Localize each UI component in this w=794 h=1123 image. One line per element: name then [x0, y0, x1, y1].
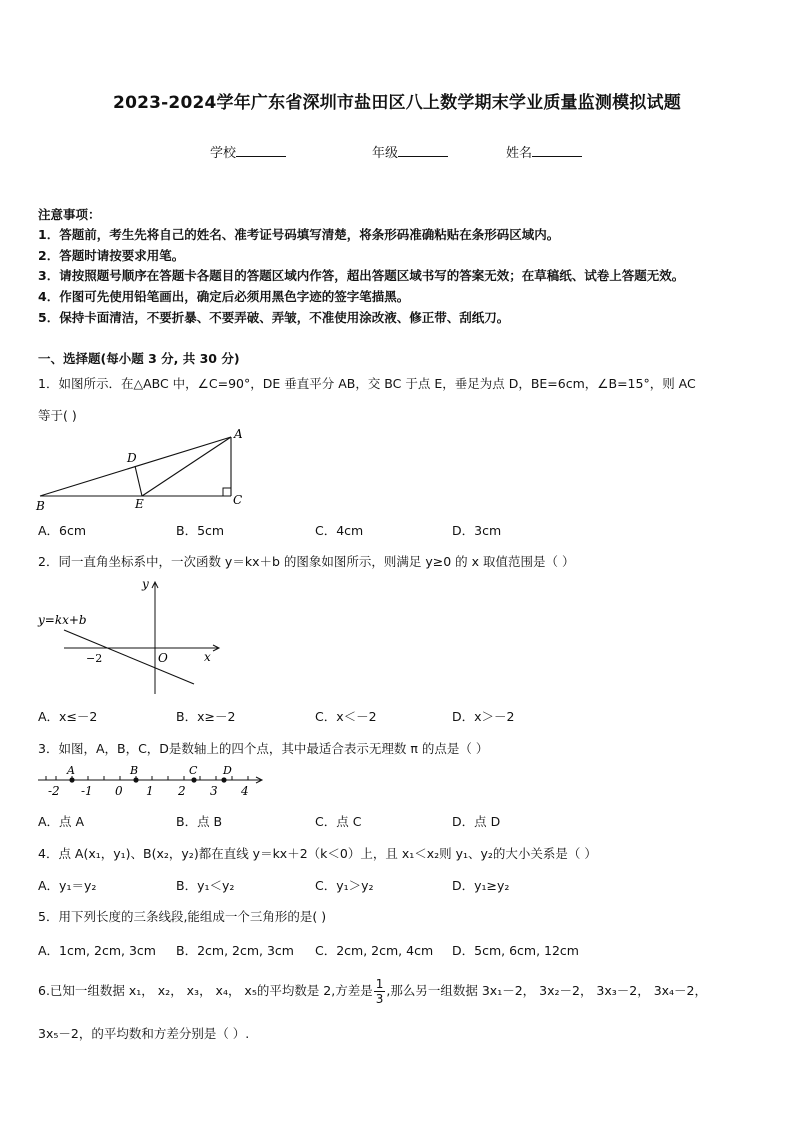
- q3-option-c[interactable]: C．点 C: [315, 814, 362, 829]
- x-intercept-label: −2: [86, 652, 103, 665]
- school-blank[interactable]: [236, 144, 286, 157]
- q5-option-d[interactable]: D．5cm, 6cm, 12cm: [452, 943, 579, 958]
- q2-option-c[interactable]: C．x＜－2: [315, 709, 377, 724]
- axis-y-label: y: [142, 577, 149, 591]
- q4-option-a[interactable]: A．y₁＝y₂: [38, 878, 97, 893]
- q4-option-d[interactable]: D．y₁≥y₂: [452, 878, 510, 893]
- line-label: y=kx+b: [38, 613, 87, 627]
- tick-label: 2: [178, 784, 186, 798]
- q3-option-b[interactable]: B．点 B: [176, 814, 223, 829]
- exam-title: 2023-2024学年广东省深圳市盐田区八上数学期末学业质量监测模拟试题: [113, 93, 681, 113]
- q1-stem-cont: 等于( ): [38, 408, 77, 423]
- q6-stem: [38, 976, 707, 1006]
- q3-number-line-figure: [34, 760, 266, 800]
- name-label: 姓名: [506, 146, 533, 161]
- q6-stem-cont: 3x₅－2，的平均数和方差分别是（ ）.: [38, 1026, 250, 1041]
- notes-heading: 注意事项：: [38, 207, 101, 222]
- point-c: [191, 777, 196, 782]
- grade-field[interactable]: [372, 142, 448, 161]
- q2-option-a[interactable]: A．x≤－2: [38, 709, 98, 724]
- tick-label: -2: [48, 784, 60, 798]
- q5-option-b[interactable]: B．2cm, 2cm, 3cm: [176, 943, 294, 958]
- name-field[interactable]: [506, 142, 582, 161]
- note-item: 5．保持卡面清洁，不要折暴、不要弄破、弄皱，不准使用涂改液、修正带、刮纸刀。: [38, 310, 510, 325]
- label-e: E: [135, 497, 144, 511]
- tick-label: 0: [115, 784, 123, 798]
- q1-option-d[interactable]: D．3cm: [452, 523, 502, 538]
- q4-option-b[interactable]: B．y₁＜y₂: [176, 878, 235, 893]
- school-label: 学校: [210, 146, 237, 161]
- q6-stem-after: ,那么另一组数据 3x₁－2， 3x₂－2， 3x₃－2， 3x₄－2，: [386, 983, 708, 998]
- section-heading: 一、选择题(每小题 3 分, 共 30 分): [38, 351, 240, 366]
- q5-stem: 5．用下列长度的三条线段,能组成一个三角形的是( ): [38, 909, 327, 924]
- q6-frac-den: 3: [375, 992, 384, 1006]
- label-c: C: [233, 493, 243, 507]
- q1-stem: 1．如图所示．在△ABC 中，∠C=90°，DE 垂直平分 AB，交 BC 于点 E，垂足为点 D，BE=6cm，∠B=15°，则 AC: [38, 376, 696, 391]
- q1-triangle-figure: [32, 424, 262, 514]
- note-item: 4．作图可先使用铅笔画出，确定后必须用黑色字迹的签字笔描黑。: [38, 289, 410, 304]
- q1-option-b[interactable]: B．5cm: [176, 523, 225, 538]
- tick-label: 3: [210, 784, 218, 798]
- point-b: [133, 777, 138, 782]
- note-item: 2．答题时请按要求用笔。: [38, 248, 185, 263]
- q4-stem: 4．点 A(x₁，y₁)、B(x₂，y₂)都在直线 y＝kx＋2（k＜0）上，且 x₁＜x₂则 y₁、y₂的大小关系是（ ）: [38, 846, 597, 861]
- note-item: 1．答题前，考生先将自己的姓名、准考证号码填写清楚，将条形码准确粘贴在条形码区域内。: [38, 227, 560, 242]
- grade-label: 年级: [372, 146, 399, 161]
- origin-label: O: [158, 651, 168, 665]
- grade-blank[interactable]: [398, 144, 448, 157]
- label-d: D: [127, 451, 137, 465]
- q4-option-c[interactable]: C．y₁＞y₂: [315, 878, 374, 893]
- q6-stem-before: 6.已知一组数据 x₁， x₂， x₃， x₄， x₅的平均数是 2,方差是: [38, 983, 373, 998]
- q1-option-c[interactable]: C．4cm: [315, 523, 364, 538]
- label-b: B: [36, 499, 45, 513]
- q6-fraction: [374, 977, 386, 1006]
- point-c-label: C: [189, 764, 198, 777]
- point-a: [69, 777, 74, 782]
- q1-option-a[interactable]: A．6cm: [38, 523, 87, 538]
- axis-x-label: x: [204, 650, 211, 664]
- tick-label: 1: [146, 784, 154, 798]
- q5-option-c[interactable]: C．2cm, 2cm, 4cm: [315, 943, 434, 958]
- school-field[interactable]: [210, 142, 286, 161]
- number-line-ticks: [46, 776, 248, 780]
- q3-option-d[interactable]: D．点 D: [452, 814, 501, 829]
- q3-option-a[interactable]: A．点 A: [38, 814, 85, 829]
- note-item: 3．请按照题号顺序在答题卡各题目的答题区域内作答，超出答题区域书写的答案无效；在草稿纸、试卷上答题无效。: [38, 268, 685, 283]
- q2-graph-figure: [34, 576, 224, 698]
- point-d-label: D: [223, 764, 232, 777]
- label-a: A: [234, 427, 243, 441]
- tick-label: 4: [241, 784, 249, 798]
- name-blank[interactable]: [532, 144, 582, 157]
- q2-option-d[interactable]: D．x＞－2: [452, 709, 515, 724]
- q2-stem: 2．同一直角坐标系中，一次函数 y＝kx＋b 的图象如图所示，则满足 y≥0 的 x 取值范围是（ ）: [38, 554, 575, 569]
- q6-frac-num: 1: [375, 977, 384, 991]
- q5-option-a[interactable]: A．1cm, 2cm, 3cm: [38, 943, 156, 958]
- q2-option-b[interactable]: B．x≥－2: [176, 709, 236, 724]
- tick-label: -1: [81, 784, 93, 798]
- point-b-label: B: [130, 764, 139, 777]
- q3-stem: 3．如图，A，B，C，D是数轴上的四个点，其中最适合表示无理数 π 的点是（ ）: [38, 741, 489, 756]
- point-d: [221, 777, 226, 782]
- point-a-label: A: [67, 764, 75, 777]
